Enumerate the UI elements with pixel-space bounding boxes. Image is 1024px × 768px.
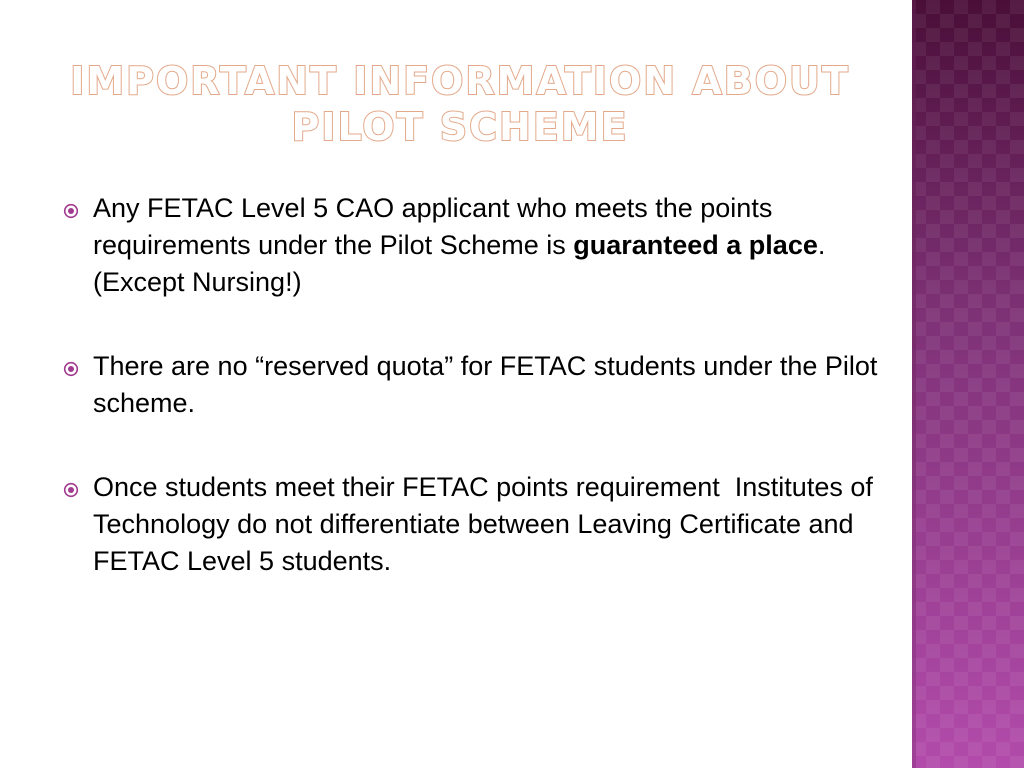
bullet-item-3 bbox=[60, 469, 880, 580]
bullet-text-1 bbox=[93, 193, 825, 297]
bullet-item-2 bbox=[60, 348, 880, 422]
sidebar-edge bbox=[912, 0, 916, 768]
bullet-list bbox=[60, 190, 880, 627]
circled-dot-icon bbox=[63, 482, 79, 498]
title-line-1: IMPORTANT INFORMATION ABOUT bbox=[70, 59, 850, 103]
bullet-text-3: Once students meet their FETAC points requirement Institutes of Technology do not differentiate between Leaving Certificate and FETAC Level 5 students. bbox=[93, 472, 873, 576]
bullet-text-1-part-2: . (Except Nursing!) bbox=[93, 230, 826, 297]
bullet-text-1-part-1: Any FETAC Level 5 CAO applicant who meets the points requirements under the Pilot Scheme is bbox=[93, 193, 773, 260]
decorative-sidebar bbox=[912, 0, 1024, 768]
slide-title bbox=[60, 58, 860, 150]
circled-dot-icon bbox=[63, 361, 79, 377]
bullet-text-2: There are no “reserved quota” for FETAC students under the Pilot scheme. bbox=[93, 351, 878, 418]
bullet-text-1-bold: guaranteed a place bbox=[573, 230, 818, 260]
title-line-2: PILOT SCHEME bbox=[291, 105, 629, 149]
circled-dot-icon bbox=[63, 203, 79, 219]
bullet-item-1 bbox=[60, 190, 880, 301]
